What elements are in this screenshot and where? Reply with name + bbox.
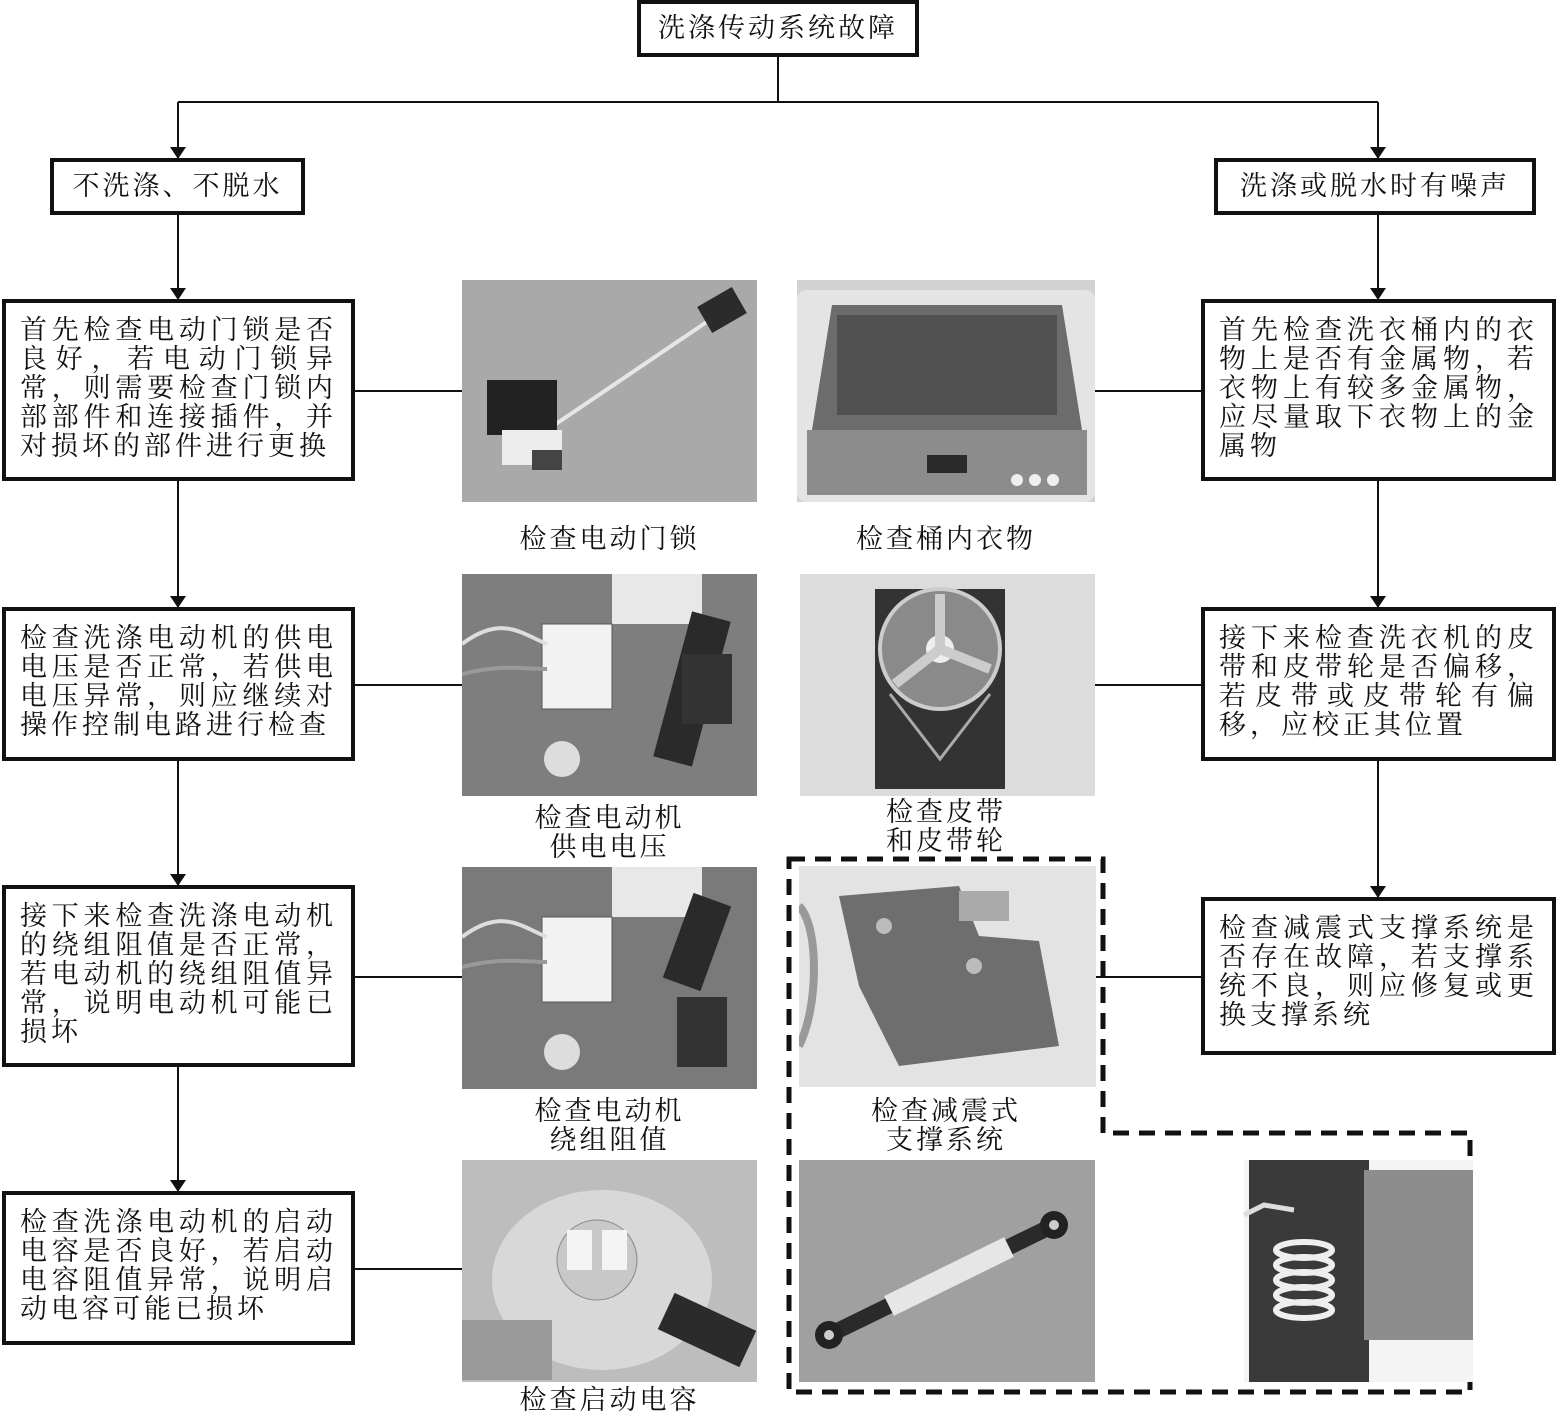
title-box bbox=[637, 0, 919, 57]
caption-motor-voltage: 检查电动机 供电电压 bbox=[534, 803, 685, 863]
left-branch-text: 不洗涤、不脱水 bbox=[72, 171, 283, 202]
motor-voltage-image bbox=[462, 574, 757, 796]
belt-pulley-image bbox=[800, 574, 1095, 796]
caption-door-lock: 检查电动门锁 bbox=[519, 524, 700, 555]
capacitor-photo bbox=[462, 1160, 757, 1382]
shock-absorber-image bbox=[799, 1160, 1095, 1382]
left-branch-box bbox=[50, 158, 305, 215]
capacitor-image bbox=[462, 1160, 757, 1382]
spring-image bbox=[1164, 1160, 1473, 1382]
caption-belt: 检查皮带 和皮带轮 bbox=[886, 797, 1006, 857]
winding-photo bbox=[462, 867, 757, 1089]
left-step-capacitor: 检查洗涤电动机的启动电容是否良好，若启动电容阻值异常，说明启动电容可能已损坏 bbox=[2, 1191, 355, 1345]
left-step-winding: 接下来检查洗涤电动机的绕组阻值是否正常，若电动机的绕组阻值异常，说明电动机可能已损坏 bbox=[2, 885, 355, 1067]
door-lock-photo bbox=[462, 280, 757, 502]
right-branch-text: 洗涤或脱水时有噪声 bbox=[1240, 171, 1510, 202]
left-step-door-lock: 首先检查电动门锁是否良好，若电动门锁异常，则需要检查门锁内部部件和连接插件，并对损坏的部件进行更换 bbox=[2, 299, 355, 481]
right-step-damper: 检查减震式支撑系统是否存在故障，若支撑系统不良，则应修复或更换支撑系统 bbox=[1201, 897, 1556, 1055]
shock-absorber-photo bbox=[799, 1160, 1095, 1382]
door-lock-image bbox=[462, 280, 757, 502]
caption-damper: 检查减震式 支撑系统 bbox=[871, 1096, 1021, 1156]
washer-top-image bbox=[797, 280, 1095, 502]
motor-voltage-photo bbox=[462, 574, 757, 796]
winding-image bbox=[462, 867, 757, 1089]
caption-capacitor: 检查启动电容 bbox=[519, 1385, 700, 1416]
belt-pulley-photo bbox=[800, 574, 1095, 796]
counterweight-image bbox=[799, 866, 1096, 1087]
caption-winding: 检查电动机 绕组阻值 bbox=[534, 1096, 685, 1156]
left-step-motor-voltage: 检查洗涤电动机的供电电压是否正常，若供电电压异常，则应继续对操作控制电路进行检查 bbox=[2, 607, 355, 761]
caption-clothes: 检查桶内衣物 bbox=[856, 524, 1036, 555]
washer-top-photo bbox=[797, 280, 1095, 502]
right-step-belt: 接下来检查洗衣机的皮带和皮带轮是否偏移，若皮带或皮带轮有偏移，应校正其位置 bbox=[1201, 607, 1556, 761]
right-step-clothes: 首先检查洗衣桶内的衣物上是否有金属物，若衣物上有较多金属物，应尽量取下衣物上的金属物 bbox=[1201, 299, 1556, 481]
title-text: 洗涤传动系统故障 bbox=[658, 13, 898, 44]
counterweight-photo bbox=[799, 866, 1096, 1087]
spring-photo bbox=[1164, 1160, 1473, 1382]
right-branch-box bbox=[1214, 158, 1536, 215]
